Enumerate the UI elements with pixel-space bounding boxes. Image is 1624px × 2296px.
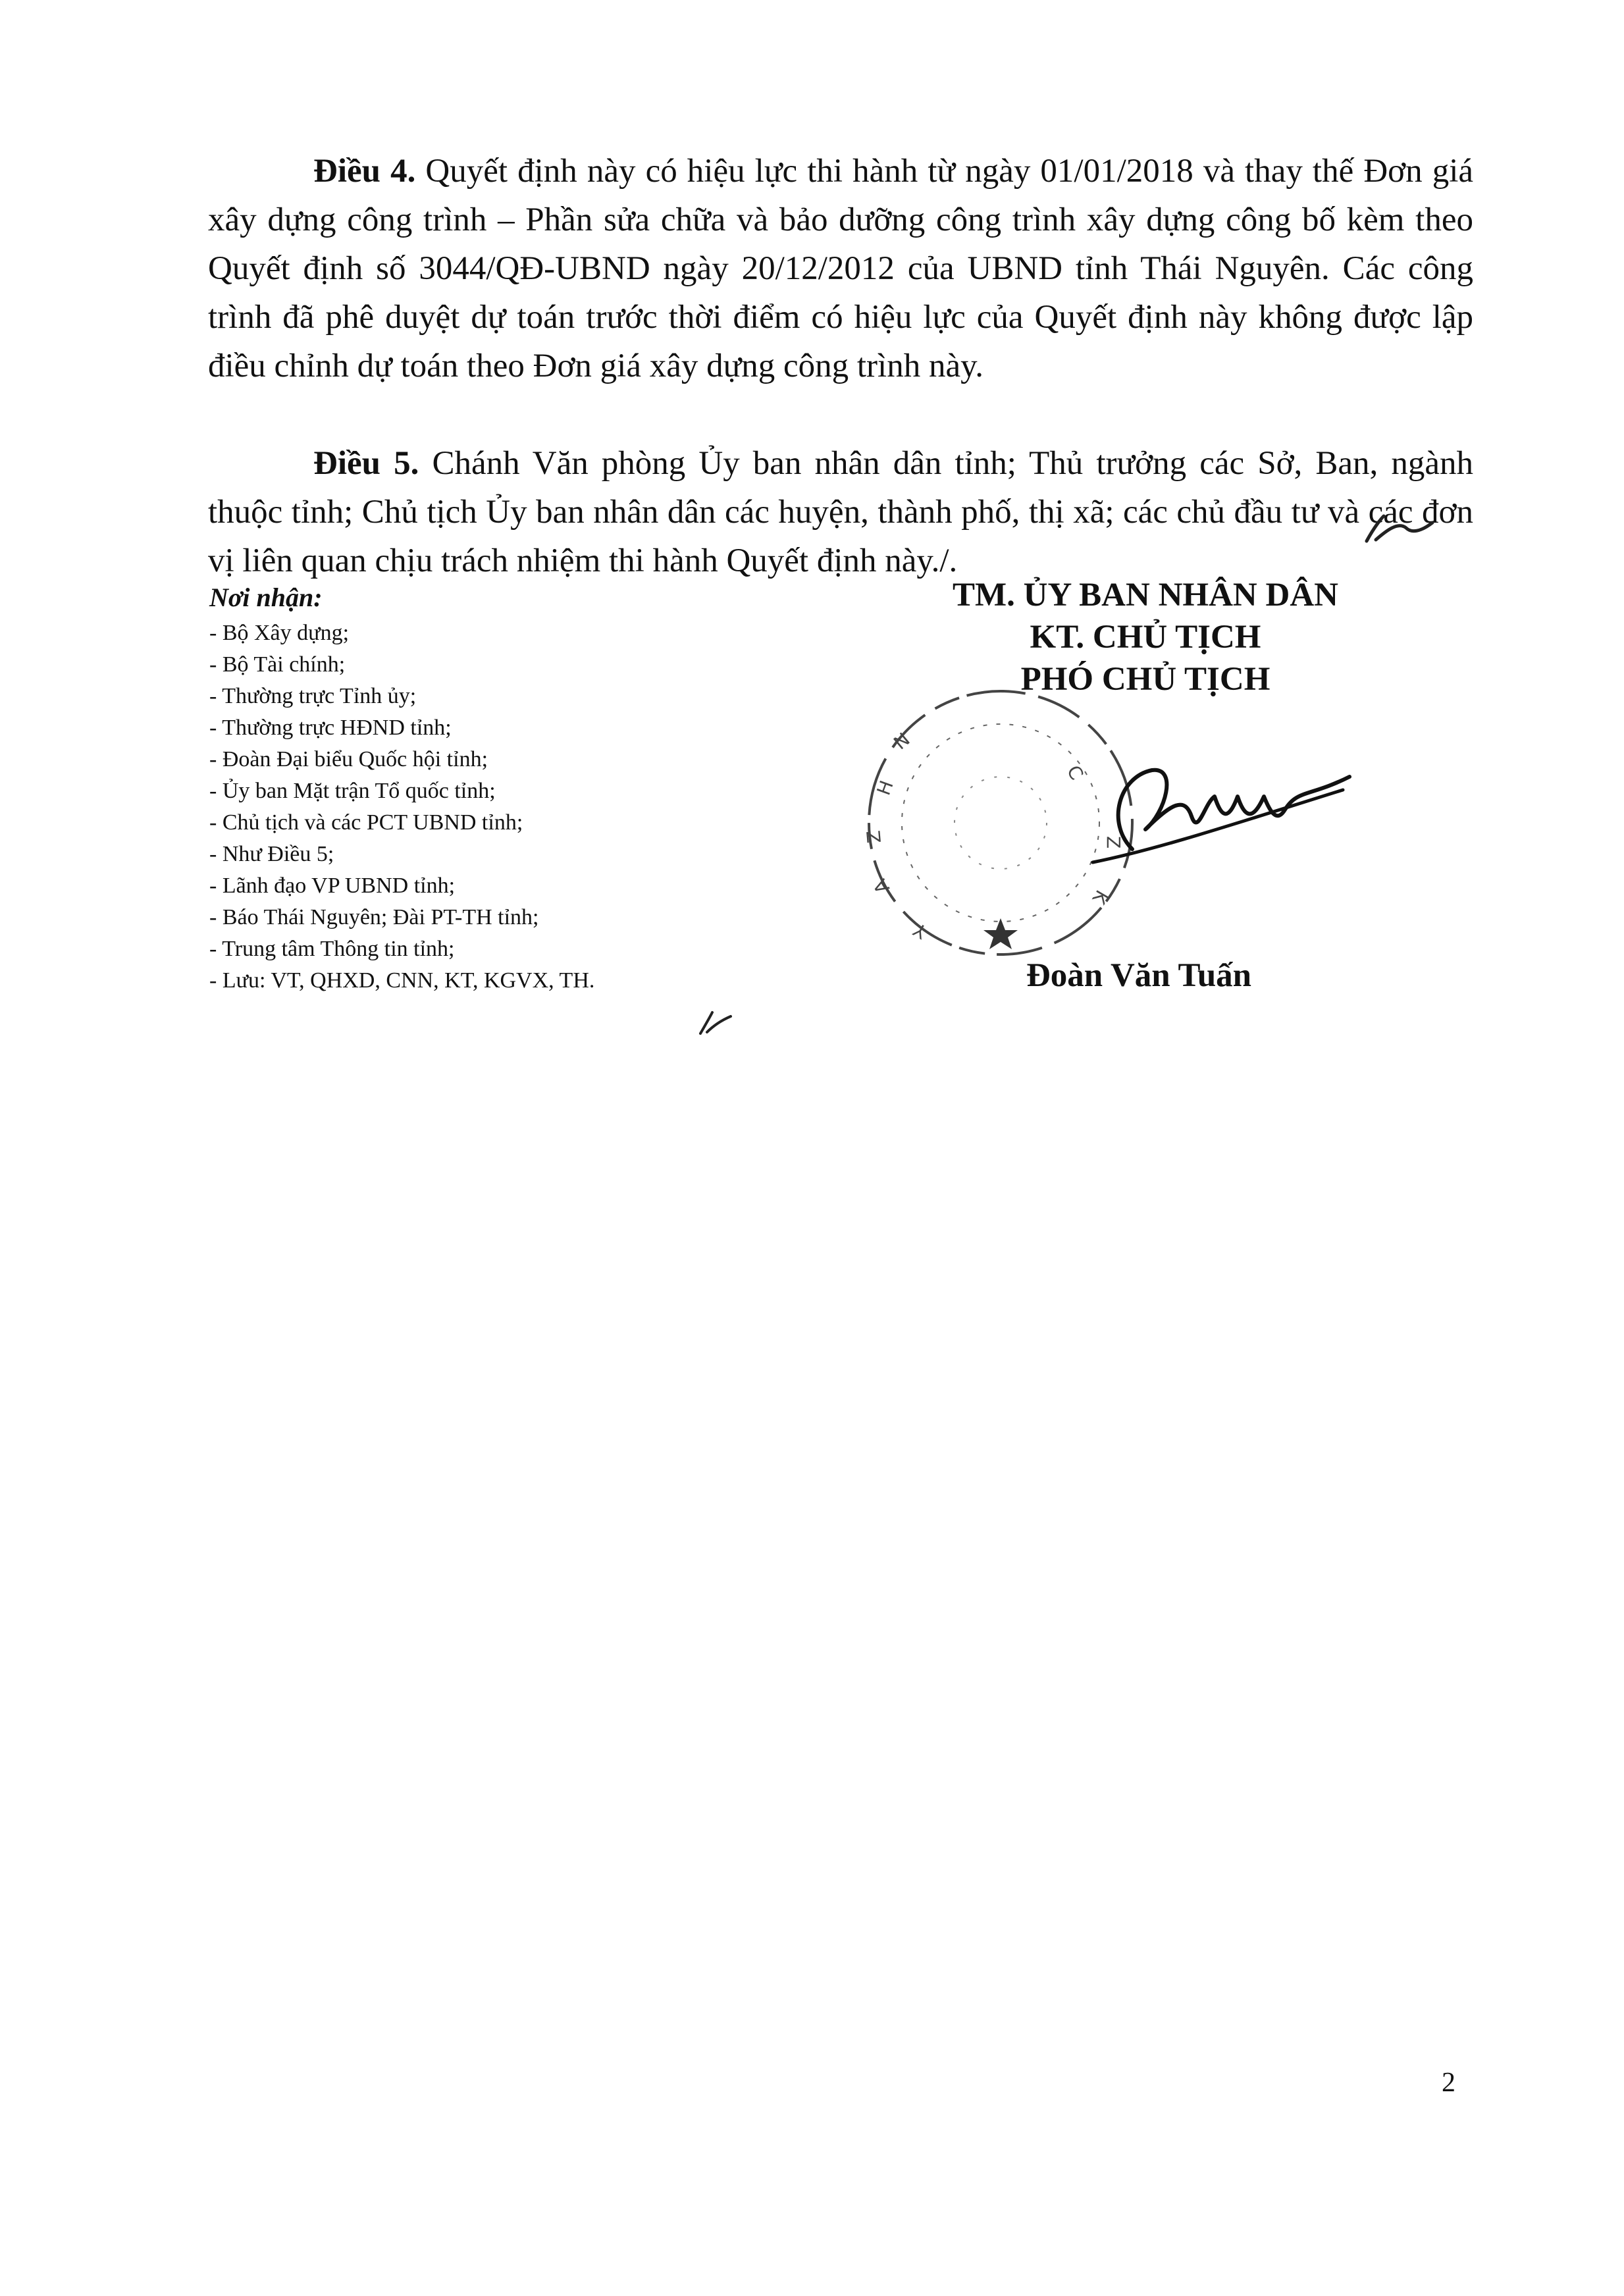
- svg-text:K: K: [1087, 886, 1113, 908]
- initial-mark: [1360, 507, 1439, 553]
- article-4-text: Quyết định này có hiệu lực thi hành từ ngày 01/01/2018 và thay thế Đơn giá xây dựng công trình – Phần sửa chữa và bảo dưỡng công trình xây dựng công bố kèm theo Quyết định số 3044/QĐ-UBND ngày 20/12/2012 của UBND tỉnh Thái Nguyên. Các công trình đã phê duyệt dự toán trước thời điểm có hiệu lực của Quyết định này không được lập điều chỉnh dự toán theo Đơn giá xây dựng công trình này.: [208, 153, 1473, 384]
- handwritten-signature: [1080, 750, 1356, 875]
- svg-text:Z: Z: [862, 829, 885, 845]
- svg-text:H: H: [872, 777, 898, 798]
- recipient-item: - Bộ Xây dựng;: [209, 621, 350, 645]
- svg-text:Z: Z: [1103, 836, 1124, 849]
- recipient-item: - Ủy ban Mặt trận Tổ quốc tỉnh;: [209, 779, 496, 803]
- sign-line-1: TM. ỦY BAN NHÂN DÂN: [952, 577, 1338, 613]
- recipient-item: - Trung tâm Thông tin tỉnh;: [209, 937, 455, 961]
- svg-text:A: A: [868, 875, 895, 897]
- initial-mark-small: [696, 1007, 736, 1040]
- recipients-list: [209, 581, 802, 997]
- article-5: [208, 439, 1473, 585]
- signer-name: Đoàn Văn Tuấn: [1026, 957, 1252, 994]
- article-4-label: Điều 4.: [313, 153, 416, 190]
- article-4: [208, 147, 1473, 390]
- sign-line-3: PHÓ CHỦ TỊCH: [1020, 661, 1270, 698]
- recipient-item: - Như Điều 5;: [209, 842, 334, 866]
- article-5-text: Chánh Văn phòng Ủy ban nhân dân tỉnh; Thủ trưởng các Sở, Ban, ngành thuộc tỉnh; Chủ tịch Ủy ban nhân dân các huyện, thành phố, thị xã; các chủ đầu tư và các đơn vị liên quan chịu trách nhiệm thi hành Quyết định này./.: [208, 445, 1474, 579]
- recipient-item: - Bộ Tài chính;: [209, 652, 346, 677]
- svg-text:C: C: [1062, 762, 1088, 784]
- recipient-item: - Đoàn Đại biểu Quốc hội tỉnh;: [209, 747, 488, 771]
- svg-text:Y: Y: [910, 918, 931, 943]
- svg-text:N: N: [889, 728, 914, 754]
- recipient-item: - Thường trực Tỉnh ủy;: [209, 684, 417, 708]
- article-5-label: Điều 5.: [313, 445, 419, 482]
- recipient-item: - Lưu: VT, QHXD, CNN, KT, KGVX, TH.: [209, 968, 595, 993]
- recipients-title: Nơi nhận:: [209, 583, 323, 612]
- sign-line-2: KT. CHỦ TỊCH: [1030, 619, 1261, 656]
- recipient-item: - Thường trực HĐND tỉnh;: [209, 716, 452, 740]
- recipient-item: - Chủ tịch và các PCT UBND tỉnh;: [209, 810, 523, 835]
- page-number: 2: [1442, 2068, 1455, 2098]
- recipient-item: - Lãnh đạo VP UBND tỉnh;: [209, 874, 456, 898]
- recipient-item: - Báo Thái Nguyên; Đài PT-TH tỉnh;: [209, 905, 539, 929]
